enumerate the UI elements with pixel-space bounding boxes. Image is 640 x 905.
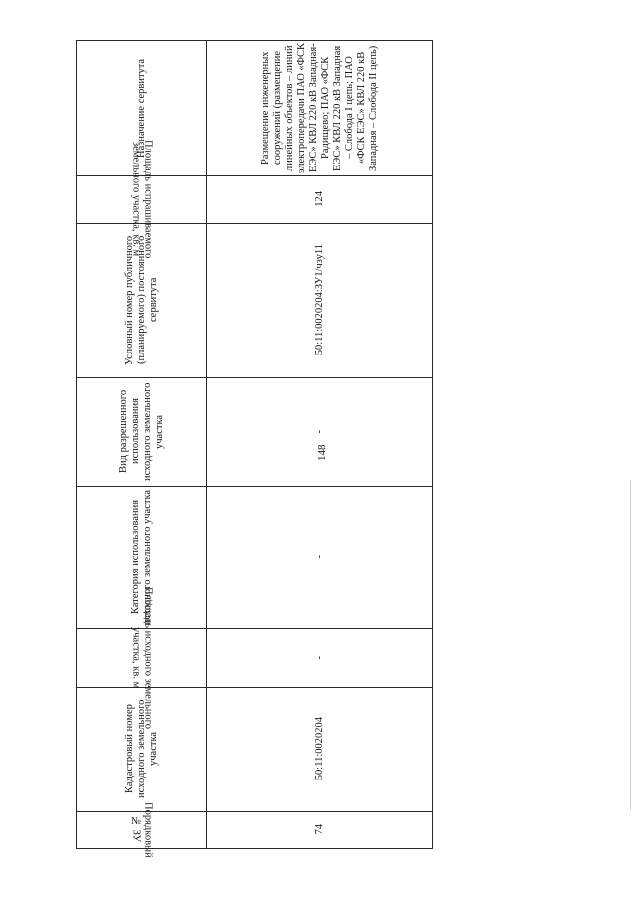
cell-seq-no: 74 bbox=[313, 824, 325, 835]
cell-permitted-use: - bbox=[313, 429, 325, 434]
scan-edge-mark bbox=[630, 480, 631, 810]
cell-source-area: - bbox=[313, 655, 325, 660]
cell-category: - bbox=[313, 555, 325, 559]
header-category: Категория использования исходного земельного участка bbox=[129, 489, 153, 625]
header-servitude-number: Условный номер публичного (планируемого) постоянного сервитута bbox=[123, 235, 159, 365]
page-number: 148 bbox=[316, 444, 328, 462]
header-source-area: Площадь исходного земельного участка, кв. м bbox=[130, 586, 154, 729]
servitude-table bbox=[76, 40, 433, 858]
header-requested-area: Площадь испрашиваемого земельного участка, кв. м bbox=[130, 139, 154, 259]
cell-requested-area: 124 bbox=[313, 191, 325, 207]
header-purpose: Назначение сервитута bbox=[135, 58, 147, 158]
header-seq-no: Порядковый № ЗУ bbox=[130, 801, 154, 858]
cell-cadastral: 50:11:0020204 bbox=[313, 717, 325, 781]
cell-servitude-number: 50:11:0020204:ЗУ1/чзу11 bbox=[313, 244, 325, 356]
header-cadastral: Кадастровый номер исходного земельного участка bbox=[123, 699, 159, 799]
header-permitted-use: Вид разрешенного использования исходного земельного участка bbox=[117, 382, 165, 481]
cell-purpose: Размещение инженерных сооружений (размещение линейных объектов – линий электропередачи ПАО «ФСК ЕЭС» КВЛ 220 кВ Западная-Радищево; ПАО «ФСК ЕЭС» КВЛ 220 кВ Западная – Слобода I цепь; ПАО «ФСК ЕЭС» КВЛ 220 кВ Западная – Слобода II цепь) bbox=[259, 43, 379, 173]
